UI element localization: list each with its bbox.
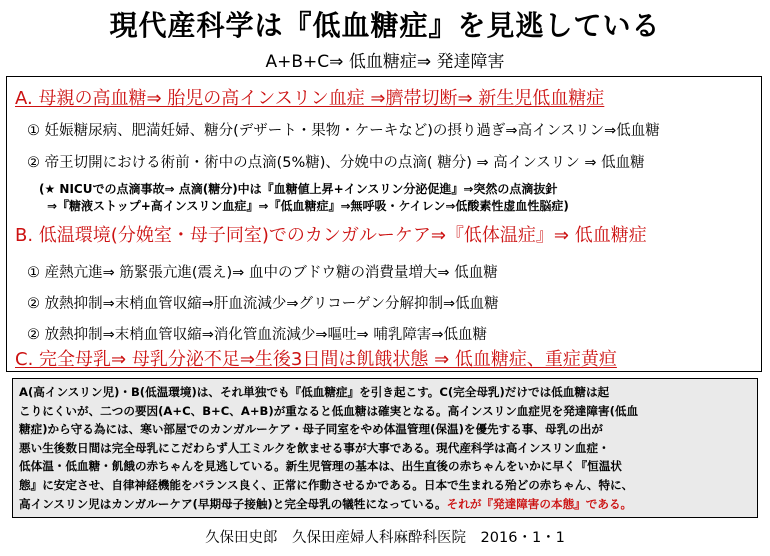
note-line: A(高インスリン児)・B(低温環境)は、それ単独でも『低血糖症』を引き起こす。C(完全母乳)だけでは低血糖は起 <box>19 385 610 399</box>
note-conclusion: それが『発達障害の本態』である。 <box>446 496 633 511</box>
page-subtitle: A+B+C⇒ 低血糖症⇒ 発達障害 <box>265 52 505 72</box>
note-line: 態』に安定させ、自律神経機能をバランス良く、正常に作動させるかである。日本で生まれる殆どの赤ちゃん、特に、 <box>19 477 634 492</box>
main-content-box <box>6 76 762 372</box>
section-a-note-2: ⇒『糖液ストップ+高インスリン血症』⇒『低血糖症』⇒無呼吸・ケイレン⇒低酸素性虚血性脳症) <box>47 199 569 213</box>
section-a-item-1: ① 妊娠糖尿病、肥満妊婦、糖分(デザート・果物・ケーキなど)の摂り過ぎ⇒高インスリン⇒低血糖 <box>27 123 660 139</box>
page-title: 現代産科学は『低血糖症』を見逃している <box>109 9 661 42</box>
note-line: 悪い生後数日間は完全母乳にこだわらず人工ミルクを飲ませる事が大事である。現代産科学は高インスリン血症・ <box>19 440 610 455</box>
section-b-heading: B. 低温環境(分娩室・母子同室)でのカンガルーケア⇒『低体温症』⇒ 低血糖症 <box>15 225 647 246</box>
section-b-item-2: ② 放熱抑制⇒末梢血管収縮⇒肝血流減少⇒グリコーゲン分解抑制⇒低血糖 <box>27 296 499 312</box>
section-b-item-3: ② 放熱抑制⇒末梢血管収縮⇒消化管血流減少⇒嘔吐⇒ 哺乳障害⇒低血糖 <box>27 327 487 343</box>
author-footer: 久保田史郎 久保田産婦人科麻酔科医院 2016・1・1 <box>205 530 565 546</box>
summary-note-box <box>12 378 758 518</box>
note-last-line: 高インスリン児はカンガルーケア(早期母子接触)と完全母乳の犠牲になっている。 <box>19 496 447 511</box>
section-a-item-2: ② 帝王切開における術前・術中の点滴(5%糖)、分娩中の点滴( 糖分) ⇒ 高インスリン ⇒ 低血糖 <box>27 155 645 171</box>
note-line: こりにくいが、二つの要因(A+C、B+C、A+B)が重なると低血糖は確実となる。高インスリン血症児を発達障害(低血 <box>19 403 639 418</box>
section-c-heading: C. 完全母乳⇒ 母乳分泌不足⇒生後3日間は飢餓状態 ⇒ 低血糖症、重症黄疸 <box>15 349 617 370</box>
section-a-note-1: (★ NICUでの点滴事故⇒ 点滴(糖分)中は『血糖値上昇+インスリン分泌促進』⇒突然の点滴抜針 <box>39 182 558 196</box>
note-line: 糖症)から守る為には、寒い部屋でのカンガルーケア・母子同室をやめ体温管理(保温)を優先する事、母乳の出が <box>19 422 603 437</box>
section-a-heading: A. 母親の高血糖⇒ 胎児の高インスリン血症 ⇒臍帯切断⇒ 新生児低血糖症 <box>15 88 605 109</box>
note-line <box>19 495 751 514</box>
note-line: 低体温・低血糖・飢餓の赤ちゃんを見逃している。新生児管理の基本は、出生直後の赤ちゃんをいかに早く『恒温状 <box>19 459 622 474</box>
section-b-item-1: ① 産熱亢進⇒ 筋緊張亢進(震え)⇒ 血中のブドウ糖の消費量増大⇒ 低血糖 <box>27 265 498 281</box>
